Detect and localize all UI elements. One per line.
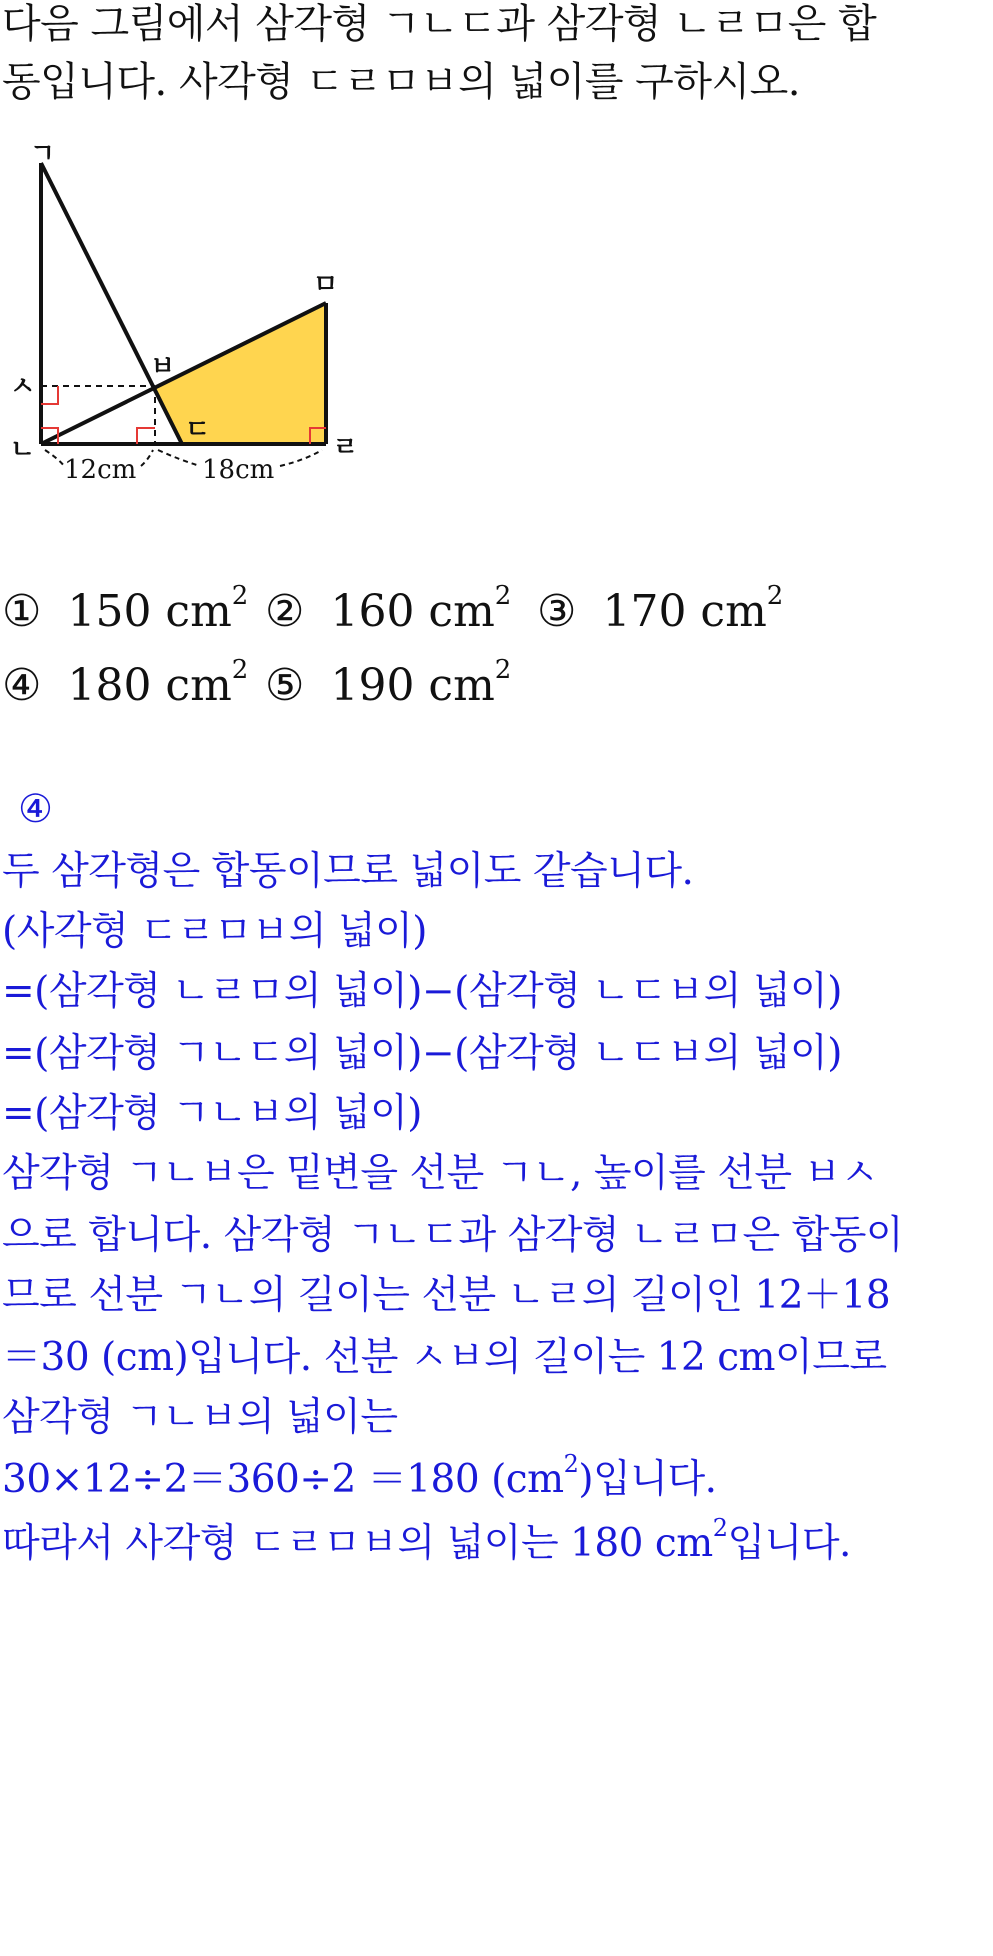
choice-5[interactable] [265, 655, 512, 712]
choice-3[interactable] [537, 581, 784, 638]
calc-sup: 2 [563, 1450, 579, 1478]
choice-sup: 2 [231, 655, 249, 685]
length-label-18: 18cm [202, 455, 275, 485]
label-s: ㅅ [10, 372, 36, 402]
choice-value: 150 cm [67, 586, 232, 637]
choice-value: 160 cm [330, 586, 495, 637]
choice-mark: ① [2, 586, 42, 637]
solution-line-1: 두 삼각형은 합동이므로 넓이도 같습니다. [2, 849, 694, 894]
geometry-figure [0, 139, 420, 514]
solution-calc [2, 1450, 717, 1504]
calc-text: 30×12÷2＝360÷2 ＝180 (cm [2, 1457, 564, 1502]
question-line-2: 동입니다. 사각형 ㄷㄹㅁㅂ의 넓이를 구하시오. [2, 59, 800, 105]
solution-line-6: 삼각형 ㄱㄴㅂ은 밑변을 선분 ㄱㄴ, 높이를 선분 ㅂㅅ [2, 1151, 878, 1196]
choice-1[interactable] [2, 581, 249, 638]
choice-sup: 2 [494, 581, 512, 611]
solution-line-10: 삼각형 ㄱㄴㅂ의 넓이는 [2, 1395, 398, 1440]
solution-line-3: =(삼각형 ㄴㄹㅁ의 넓이)−(삼각형 ㄴㄷㅂ의 넓이) [2, 969, 842, 1014]
final-sup: 2 [712, 1514, 728, 1542]
right-angle-mark-s [41, 386, 58, 404]
solution-line-2: (사각형 ㄷㄹㅁㅂ의 넓이) [2, 909, 427, 954]
label-d: ㄷ [185, 415, 211, 445]
choice-sup: 2 [766, 581, 784, 611]
length-label-12: 12cm [64, 455, 137, 485]
label-g: ㄱ [30, 139, 56, 169]
choice-value: 170 cm [602, 586, 767, 637]
choice-sup: 2 [494, 655, 512, 685]
choice-2[interactable] [265, 581, 512, 638]
choice-value: 190 cm [330, 660, 495, 711]
solution-line-5: =(삼각형 ㄱㄴㅂ의 넓이) [2, 1091, 422, 1136]
solution-line-7: 으로 합니다. 삼각형 ㄱㄴㄷ과 삼각형 ㄴㄹㅁ은 합동이 [2, 1213, 904, 1258]
solution-answer: ④ [18, 787, 53, 832]
choice-sup: 2 [231, 581, 249, 611]
final-text-end: 입니다. [727, 1521, 851, 1566]
question-line-1: 다음 그림에서 삼각형 ㄱㄴㄷ과 삼각형 ㄴㄹㅁ은 합 [2, 1, 877, 47]
label-b: ㅂ [150, 352, 176, 382]
choice-4[interactable] [2, 655, 249, 712]
label-m: ㅁ [313, 270, 339, 300]
segment-g-d [41, 163, 182, 444]
choice-value: 180 cm [67, 660, 232, 711]
calc-text-end: )입니다. [578, 1457, 717, 1502]
final-text: 따라서 사각형 ㄷㄹㅁㅂ의 넓이는 180 cm [2, 1521, 713, 1566]
solution-final [2, 1514, 851, 1568]
solution-line-9: ＝30 (cm)입니다. 선분 ㅅㅂ의 길이는 12 cm이므로 [2, 1335, 887, 1380]
label-n: ㄴ [10, 435, 36, 465]
label-r: ㄹ [333, 433, 359, 463]
choice-mark: ② [265, 586, 305, 637]
solution-line-4: =(삼각형 ㄱㄴㄷ의 넓이)−(삼각형 ㄴㄷㅂ의 넓이) [2, 1031, 842, 1076]
choice-mark: ⑤ [265, 660, 305, 711]
choice-mark: ④ [2, 660, 42, 711]
right-angle-mark-foot [137, 428, 155, 444]
solution-line-8: 므로 선분 ㄱㄴ의 길이는 선분 ㄴㄹ의 길이인 12＋18 [2, 1273, 891, 1318]
choice-mark: ③ [537, 586, 577, 637]
